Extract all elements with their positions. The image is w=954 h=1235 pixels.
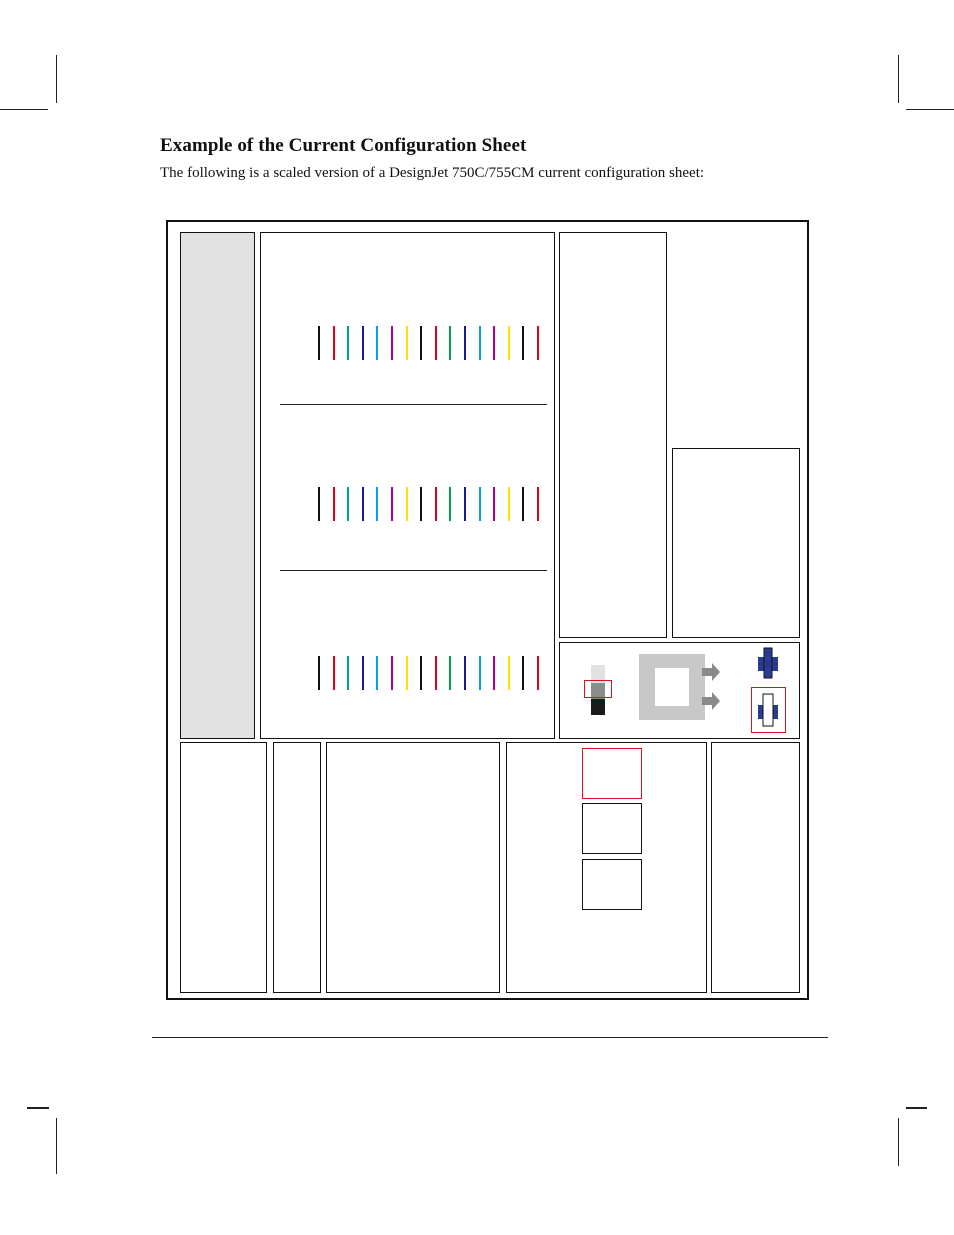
- crop-mark-bottom-right-horizontal: [906, 1107, 927, 1109]
- sample-box-selected: [582, 748, 642, 799]
- color-bar: [464, 487, 466, 521]
- bottom-panel-4: [506, 742, 707, 993]
- cartridge-icon: [757, 647, 781, 681]
- color-bar: [391, 656, 393, 690]
- color-bar: [508, 656, 510, 690]
- color-bar: [479, 487, 481, 521]
- color-bar: [493, 487, 495, 521]
- color-bar: [347, 656, 349, 690]
- color-bar: [318, 656, 320, 690]
- sample-box: [582, 803, 642, 854]
- color-bar: [449, 326, 451, 360]
- color-bar: [391, 326, 393, 360]
- page-heading: Example of the Current Configuration Sheet: [160, 135, 527, 156]
- color-bar: [406, 487, 408, 521]
- color-bar-row: [318, 656, 544, 690]
- sheet-side-strip: [180, 232, 255, 739]
- color-bar: [449, 487, 451, 521]
- color-bar: [479, 326, 481, 360]
- color-bar: [347, 326, 349, 360]
- color-bar: [362, 487, 364, 521]
- color-bar: [508, 326, 510, 360]
- crop-mark-top-left-horizontal: [0, 109, 48, 110]
- color-bar: [376, 487, 378, 521]
- alignment-diagram-panel: [559, 642, 800, 739]
- separator-line: [280, 570, 547, 571]
- crop-mark-bottom-left-horizontal: [27, 1107, 49, 1109]
- bottom-panel-1: [180, 742, 267, 993]
- color-bar: [449, 656, 451, 690]
- color-bar: [435, 656, 437, 690]
- selected-cartridge-frame: [751, 687, 786, 733]
- color-bar: [406, 326, 408, 360]
- color-bar: [318, 487, 320, 521]
- color-bar: [537, 326, 539, 360]
- color-bar: [406, 656, 408, 690]
- sample-box: [582, 859, 642, 910]
- color-bar-row: [318, 487, 544, 521]
- color-bar: [464, 656, 466, 690]
- separator-line: [280, 404, 547, 405]
- color-bar: [522, 487, 524, 521]
- crop-mark-bottom-right-vertical: [898, 1118, 899, 1166]
- red-highlight-box: [584, 680, 612, 698]
- crop-mark-top-left-vertical: [56, 55, 57, 103]
- intro-text: The following is a scaled version of a DesignJet 750C/755CM current configuration sheet:: [160, 165, 705, 181]
- color-bar: [376, 656, 378, 690]
- info-box: [672, 448, 800, 638]
- arrow-right-icon: [702, 692, 722, 710]
- crop-mark-top-right-horizontal: [906, 109, 954, 110]
- cartridge-icon: [757, 692, 781, 728]
- color-bar: [522, 656, 524, 690]
- color-bar-panel: [260, 232, 555, 739]
- configuration-sheet: [166, 220, 809, 1000]
- color-bar: [420, 487, 422, 521]
- color-bar: [420, 326, 422, 360]
- color-bar: [376, 326, 378, 360]
- bottom-panel-2: [273, 742, 321, 993]
- color-bar: [508, 487, 510, 521]
- bottom-panel-5: [711, 742, 800, 993]
- grey-frame: [639, 654, 705, 720]
- color-bar: [420, 656, 422, 690]
- grey-bar-dark: [591, 699, 605, 715]
- color-bar: [347, 487, 349, 521]
- color-bar: [537, 656, 539, 690]
- color-bar: [493, 656, 495, 690]
- color-bar: [435, 487, 437, 521]
- bottom-panel-3: [326, 742, 500, 993]
- settings-panel: [559, 232, 667, 638]
- color-bar: [435, 326, 437, 360]
- color-bar: [537, 487, 539, 521]
- color-bar: [318, 326, 320, 360]
- color-bar: [522, 326, 524, 360]
- color-bar: [493, 326, 495, 360]
- color-bar: [391, 487, 393, 521]
- arrow-right-icon: [702, 663, 722, 681]
- color-bar: [333, 487, 335, 521]
- footer-rule: [152, 1037, 828, 1038]
- color-bar: [362, 326, 364, 360]
- color-bar-row: [318, 326, 544, 360]
- color-bar: [362, 656, 364, 690]
- color-bar: [464, 326, 466, 360]
- color-bar: [479, 656, 481, 690]
- color-bar: [333, 326, 335, 360]
- color-bar: [333, 656, 335, 690]
- crop-mark-top-right-vertical: [898, 55, 899, 103]
- crop-mark-bottom-left-vertical: [56, 1118, 57, 1174]
